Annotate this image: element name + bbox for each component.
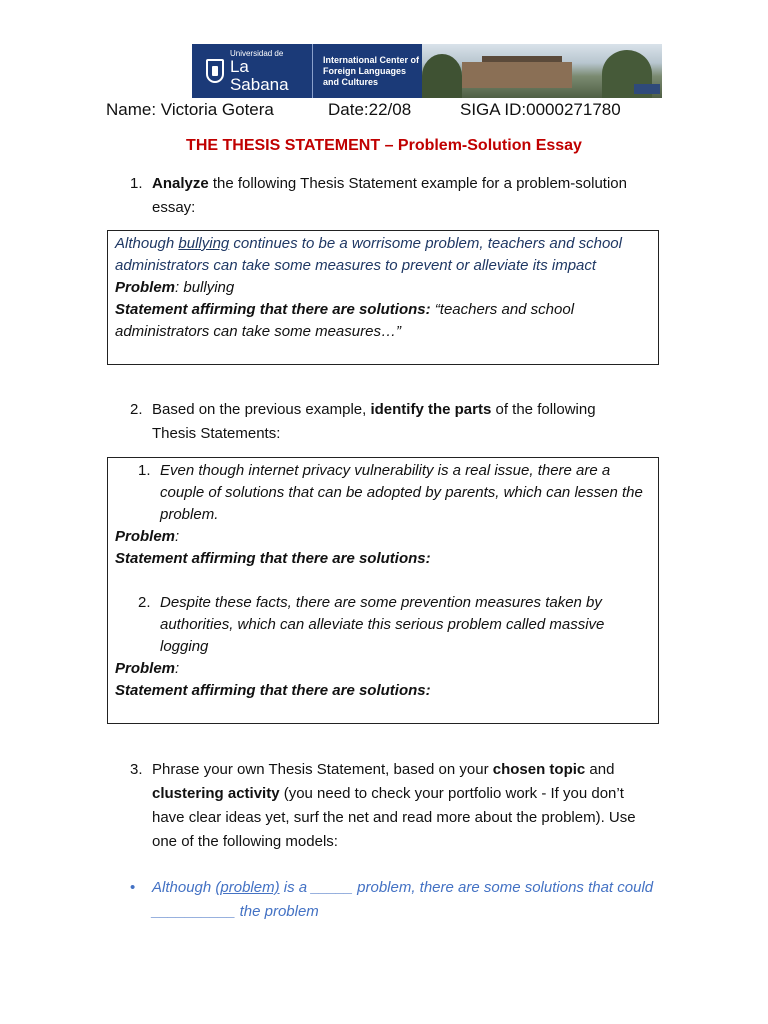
question-2: 2. Based on the previous example, identify the parts of the following Thesis Statements:: [130, 401, 596, 442]
question-3: 3. Phrase your own Thesis Statement, based on your chosen topic and clustering activity (you need to check your portfolio work - If you don’t have clear ideas yet, surf the net and read more about the problem). Use one of the following models:: [130, 761, 636, 850]
siga-id: SIGA ID:0000271780: [460, 100, 621, 119]
campus-photo: [422, 44, 662, 98]
example-box: [107, 230, 659, 365]
example-sentence: Although bullying continues to be a worrisome problem, teachers and school administrators can take some measures to prevent or alleviate its impact: [115, 235, 622, 274]
university-name-small: Universidad de: [229, 48, 284, 58]
example-statement: Statement affirming that there are solutions: “teachers and school administrators can take some measures…”: [115, 301, 575, 340]
thesis-item-2: 2. Despite these facts, there are some prevention measures taken by authorities, which can alleviate this serious problem called massive logging: [138, 594, 605, 655]
shield-crest-icon: [206, 59, 224, 83]
university-logo: [192, 44, 312, 98]
item-2-statement: Statement affirming that there are solutions:: [115, 682, 431, 699]
bullet-icon: •: [130, 879, 136, 896]
page-title: THE THESIS STATEMENT – Problem-Solution Essay: [186, 137, 582, 154]
thesis-item-1: 1. Even though internet privacy vulnerability is a real issue, there are a couple of solutions that can be adopted by parents, which can lessen the problem.: [138, 462, 643, 523]
item-2-problem: Problem:: [115, 660, 180, 677]
model-1: • Although (problem) is a _____ problem, there are some solutions that could __________ the problem: [130, 876, 660, 924]
thesis-parts-box: [107, 457, 659, 724]
student-name: Name: Victoria Gotera: [106, 100, 274, 119]
university-name: La Sabana: [229, 56, 289, 94]
item-1-problem: Problem:: [115, 528, 180, 545]
date: Date:22/08: [328, 100, 412, 119]
student-info: [106, 100, 666, 124]
item-1-statement: Statement affirming that there are solutions:: [115, 550, 431, 567]
example-problem: Problem: bullying: [115, 279, 235, 296]
header-banner: [192, 44, 662, 98]
center-name: International Center of Foreign Languages and Cultures: [312, 44, 422, 98]
question-1: 1. Analyze the following Thesis Statement example for a problem-solution essay:: [130, 175, 627, 216]
